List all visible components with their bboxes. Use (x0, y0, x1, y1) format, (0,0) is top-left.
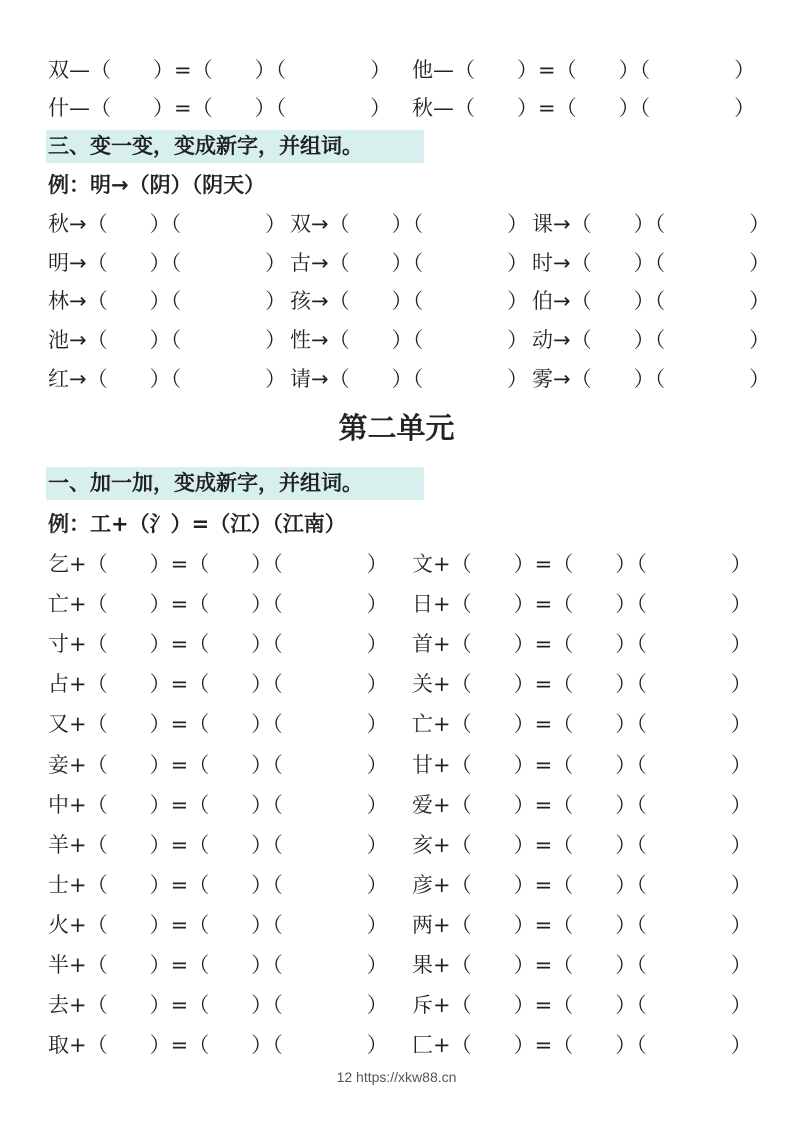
exercise-item: 雾→（ ）（ ） (532, 367, 771, 391)
page-footer: 12 https://xkw88.cn (336, 1069, 457, 1085)
exercise-item: 首+（ ）=（ ）（ ） (412, 632, 752, 656)
exercise-item: 双—（ ）=（ ）（ ） (48, 58, 392, 82)
exercise-row (0, 1030, 793, 1060)
exercise-row (0, 830, 793, 860)
exercise-row (0, 325, 793, 355)
exercise-item: 双→（ ）（ ） (290, 212, 529, 236)
exercise-item: 半+（ ）=（ ）（ ） (48, 953, 388, 977)
exercise-item: 池→（ ）（ ） (48, 328, 287, 352)
exercise-item: 占+（ ）=（ ）（ ） (48, 672, 388, 696)
exercise-row (0, 55, 793, 85)
exercise-row (0, 750, 793, 780)
exercise-row (0, 870, 793, 900)
exercise-item: 什—（ ）=（ ）（ ） (48, 96, 392, 120)
exercise-item: 性→（ ）（ ） (290, 328, 529, 352)
exercise-item: 秋—（ ）=（ ）（ ） (412, 96, 756, 120)
exercise-row (0, 669, 793, 699)
exercise-item: 课→（ ）（ ） (532, 212, 771, 236)
exercise-row (0, 950, 793, 980)
exercise-row (0, 990, 793, 1020)
exercise-row (0, 629, 793, 659)
exercise-item: 伯→（ ）（ ） (532, 289, 771, 313)
exercise-row (0, 910, 793, 940)
exercise-item: 果+（ ）=（ ）（ ） (412, 953, 752, 977)
exercise-row (0, 248, 793, 278)
exercise-row (0, 589, 793, 619)
exercise-item: 动→（ ）（ ） (532, 328, 771, 352)
exercise-item: 红→（ ）（ ） (48, 367, 287, 391)
exercise-item: 取+（ ）=（ ）（ ） (48, 1033, 388, 1057)
exercise-item: 羊+（ ）=（ ）（ ） (48, 833, 388, 857)
exercise-item: 寸+（ ）=（ ）（ ） (48, 632, 388, 656)
exercise-item: 古→（ ）（ ） (290, 251, 529, 275)
exercise-item: 秋→（ ）（ ） (48, 212, 287, 236)
exercise-item: 亡+（ ）=（ ）（ ） (48, 592, 388, 616)
exercise-item: 他—（ ）=（ ）（ ） (412, 58, 756, 82)
exercise-item: 乞+（ ）=（ ）（ ） (48, 552, 388, 576)
exercise-item: 时→（ ）（ ） (532, 251, 771, 275)
exercise-item: 林→（ ）（ ） (48, 289, 287, 313)
exercise-row (0, 364, 793, 394)
unit-title: 第二单元 (338, 411, 455, 445)
exercise-item: 匚+（ ）=（ ）（ ） (412, 1033, 752, 1057)
exercise-item: 彦+（ ）=（ ）（ ） (412, 873, 752, 897)
exercise-item: 又+（ ）=（ ）（ ） (48, 712, 388, 736)
exercise-item: 请→（ ）（ ） (290, 367, 529, 391)
exercise-item: 斥+（ ）=（ ）（ ） (412, 993, 752, 1017)
exercise-item: 文+（ ）=（ ）（ ） (412, 552, 752, 576)
exercise-item: 士+（ ）=（ ）（ ） (48, 873, 388, 897)
section-heading: 三、变一变，变成新字，并组词。 (48, 134, 363, 158)
example-line: 例：工+（氵）=（江）（江南） (48, 512, 346, 536)
exercise-row (0, 709, 793, 739)
exercise-item: 甘+（ ）=（ ）（ ） (412, 753, 752, 777)
exercise-row (0, 209, 793, 239)
exercise-item: 两+（ ）=（ ）（ ） (412, 913, 752, 937)
exercise-item: 亥+（ ）=（ ）（ ） (412, 833, 752, 857)
section-heading: 一、加一加，变成新字，并组词。 (48, 471, 363, 495)
exercise-row (0, 93, 793, 123)
exercise-item: 火+（ ）=（ ）（ ） (48, 913, 388, 937)
exercise-item: 去+（ ）=（ ）（ ） (48, 993, 388, 1017)
exercise-item: 明→（ ）（ ） (48, 251, 287, 275)
exercise-item: 日+（ ）=（ ）（ ） (412, 592, 752, 616)
exercise-item: 中+（ ）=（ ）（ ） (48, 793, 388, 817)
exercise-row (0, 286, 793, 316)
exercise-item: 亡+（ ）=（ ）（ ） (412, 712, 752, 736)
exercise-item: 妾+（ ）=（ ）（ ） (48, 753, 388, 777)
exercise-item: 关+（ ）=（ ）（ ） (412, 672, 752, 696)
exercise-item: 爱+（ ）=（ ）（ ） (412, 793, 752, 817)
example-line: 例：明→（阴）（阴天） (48, 173, 266, 197)
exercise-row (0, 549, 793, 579)
exercise-row (0, 790, 793, 820)
exercise-item: 孩→（ ）（ ） (290, 289, 529, 313)
